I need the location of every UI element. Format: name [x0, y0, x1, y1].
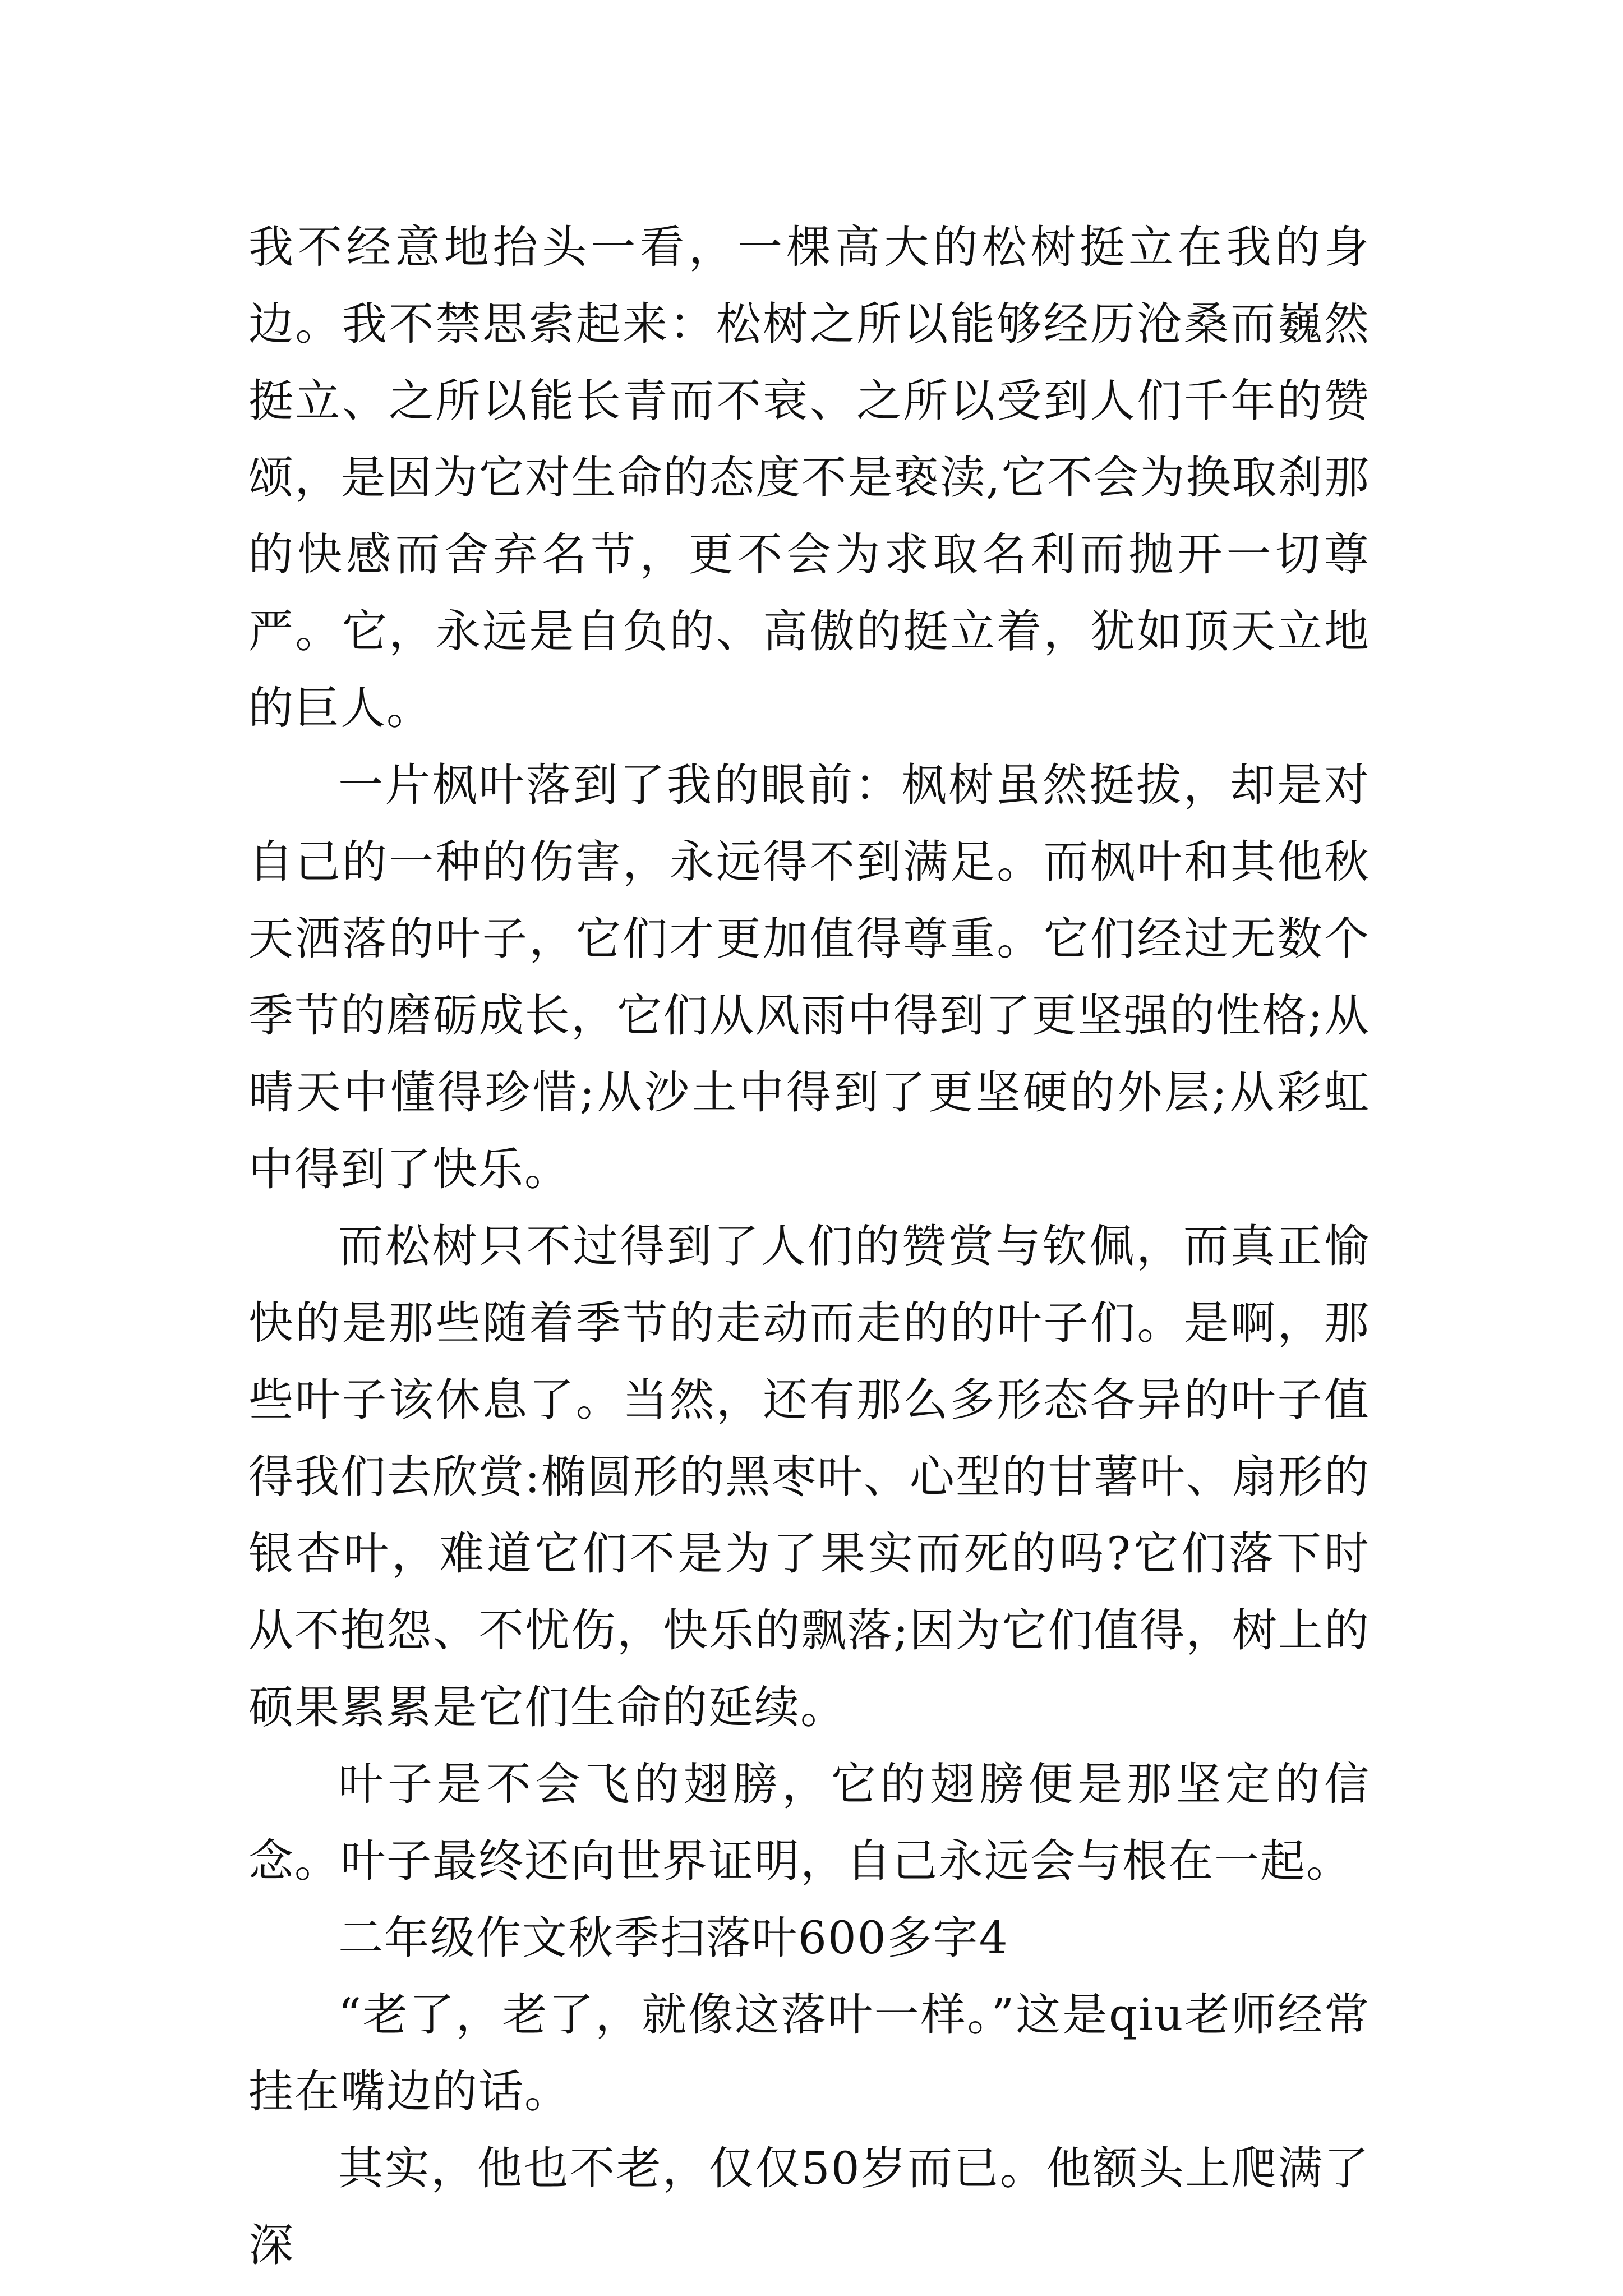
paragraph-teacher-age: 其实，他也不老，仅仅50岁而已。他额头上爬满了深	[248, 2142, 1370, 2271]
paragraph-pine-tree: 我不经意地抬头一看，一棵高大的松树挺立在我的身边。我不禁思索起来：松树之所以能够经历沧桑而巍然挺立、之所以能长青而不衰、之所以受到人们千年的赞颂，是因为它对生命的态度不是亵渎,它不会为换取刹那的快感而舍弃名节，更不会为求取名利而抛开一切尊严。它，永远是自负的、高傲的挺立着，犹如顶天立地的巨人。	[248, 221, 1370, 734]
document-body	[248, 209, 1370, 2284]
paragraph-leaves-rest: 而松树只不过得到了人们的赞赏与钦佩，而真正愉快的是那些随着季节的走动而走的的叶子们。是啊，那些叶子该休息了。当然，还有那么多形态各异的叶子值得我们去欣赏:椭圆形的黑枣叶、心型的甘薯叶、扇形的银杏叶，难道它们不是为了果实而死的吗?它们落下时从不抱怨、不忧伤，快乐的飘落;因为它们值得，树上的硕果累累是它们生命的延续。	[248, 1220, 1370, 1733]
paragraph-teacher-quote: “老了，老了，就像这落叶一样。”这是qiu老师经常挂在嘴边的话。	[248, 1989, 1370, 2118]
paragraph-maple-leaf: 一片枫叶落到了我的眼前：枫树虽然挺拔，却是对自己的一种的伤害，永远得不到满足。而枫叶和其他秋天洒落的叶子，它们才更加值得尊重。它们经过无数个季节的磨砺成长，它们从风雨中得到了更坚强的性格;从晴天中懂得珍惜;从沙土中得到了更坚硬的外层;从彩虹中得到了快乐。	[248, 759, 1370, 1195]
paragraph-wings: 叶子是不会飞的翅膀，它的翅膀便是那坚定的信念。叶子最终还向世界证明，自己永远会与根在一起。	[248, 1758, 1370, 1887]
essay-heading: 二年级作文秋季扫落叶600多字4	[338, 1912, 1009, 1964]
